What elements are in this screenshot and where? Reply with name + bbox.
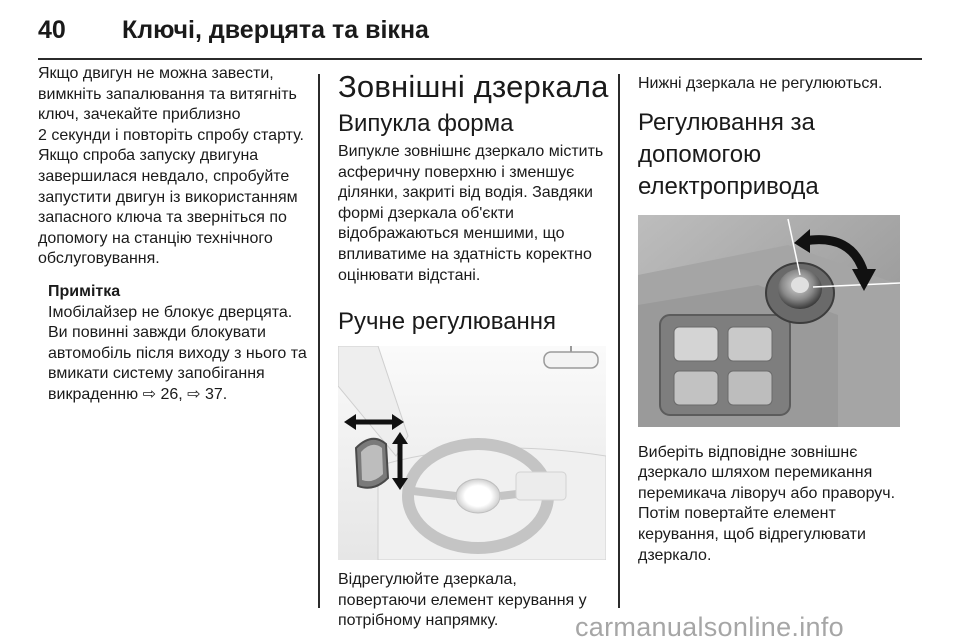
convex-paragraph <box>338 142 610 286</box>
column-2 <box>338 70 610 632</box>
text-line: Потім повертайте елемент <box>638 505 836 523</box>
note-title: Примітка <box>48 282 121 300</box>
text-line: відображаються меншими, що <box>338 225 565 243</box>
column-1 <box>38 64 310 406</box>
text-line: дзеркало шляхом перемикання <box>638 464 873 482</box>
text-line: обслуговування. <box>38 250 160 268</box>
title-line: електропривода <box>638 172 819 200</box>
text-line: асферичну поверхню і зменшує <box>338 163 575 181</box>
title-line: Регулювання за <box>638 108 815 136</box>
page-number: 40 <box>38 16 66 44</box>
note-text <box>48 303 310 406</box>
header-rule <box>38 58 922 60</box>
text-line: керування, щоб відрегулювати <box>638 525 866 543</box>
lower-mirrors-line: Нижні дзеркала не регулюються. <box>638 75 883 92</box>
title-line: допомогою <box>638 140 762 168</box>
text-line: Якщо спроба запуску двигуна <box>38 147 259 165</box>
text-line: дзеркало. <box>638 546 712 564</box>
manual-caption <box>338 570 610 632</box>
text-line: Випукле зовнішнє дзеркало містить <box>338 143 604 160</box>
text-line[interactable]: викраденню ⇨ 26, ⇨ 37. <box>48 385 228 403</box>
text-line: вимкніть запалювання та витягніть <box>38 85 297 103</box>
text-line: ділянки, закриті від водія. Завдяки <box>338 184 593 202</box>
immobiliser-paragraph <box>38 64 310 270</box>
text-line: 2 секунди і повторіть спробу старту. <box>38 126 304 144</box>
text-line: Імобілайзер не блокує дверцята. <box>48 303 293 321</box>
subsection-manual-title: Ручне регулювання <box>338 308 557 336</box>
text-line: завершилася невдало, спробуйте <box>38 167 290 185</box>
chapter-title: Ключі, дверцята та вікна <box>122 16 429 44</box>
text-line: впливатиме на здатність коректно <box>338 245 592 263</box>
text-line: ключ, зачекайте приблизно <box>38 106 241 124</box>
manual-mirror-illustration <box>338 346 606 560</box>
text-line: формі дзеркала об'єкти <box>338 204 514 222</box>
section-title: Зовнішні дзеркала <box>338 69 609 104</box>
electric-mirror-control-photo <box>638 215 900 427</box>
electric-paragraph <box>638 443 908 567</box>
text-line: потрібному напрямку. <box>338 612 499 630</box>
text-line: запустити двигун із використанням <box>38 188 298 206</box>
window-switch-cluster <box>660 315 790 415</box>
column-3 <box>638 74 908 566</box>
text-line: вмикати систему запобігання <box>48 365 265 383</box>
rear-view-mirror <box>544 352 598 368</box>
text-line: автомобіль після виходу з нього та <box>48 344 307 362</box>
text-line: Виберіть відповідне зовнішнє <box>638 443 858 461</box>
text-line: Відрегулюйте дзеркала, <box>338 571 517 589</box>
note-block <box>48 282 310 406</box>
text-line: запасного ключа та зверніться по <box>38 209 287 227</box>
text-line: повертаючи елемент керування у <box>338 591 587 609</box>
text-line: допомогу на станцію технічного <box>38 229 273 247</box>
subsection-electric-title <box>638 107 908 203</box>
text-line: перемикача ліворуч або праворуч. <box>638 484 896 502</box>
page-header <box>0 0 960 58</box>
column-divider-2 <box>618 74 620 608</box>
watermark: carmanualsonline.info <box>575 612 844 642</box>
text-line: Якщо двигун не можна завести, <box>38 65 274 82</box>
text-line: Ви повинні завжди блокувати <box>48 324 266 342</box>
column-divider-1 <box>318 74 320 608</box>
text-line: оцінювати відстані. <box>338 266 481 284</box>
subsection-convex-title: Випукла форма <box>338 110 514 137</box>
